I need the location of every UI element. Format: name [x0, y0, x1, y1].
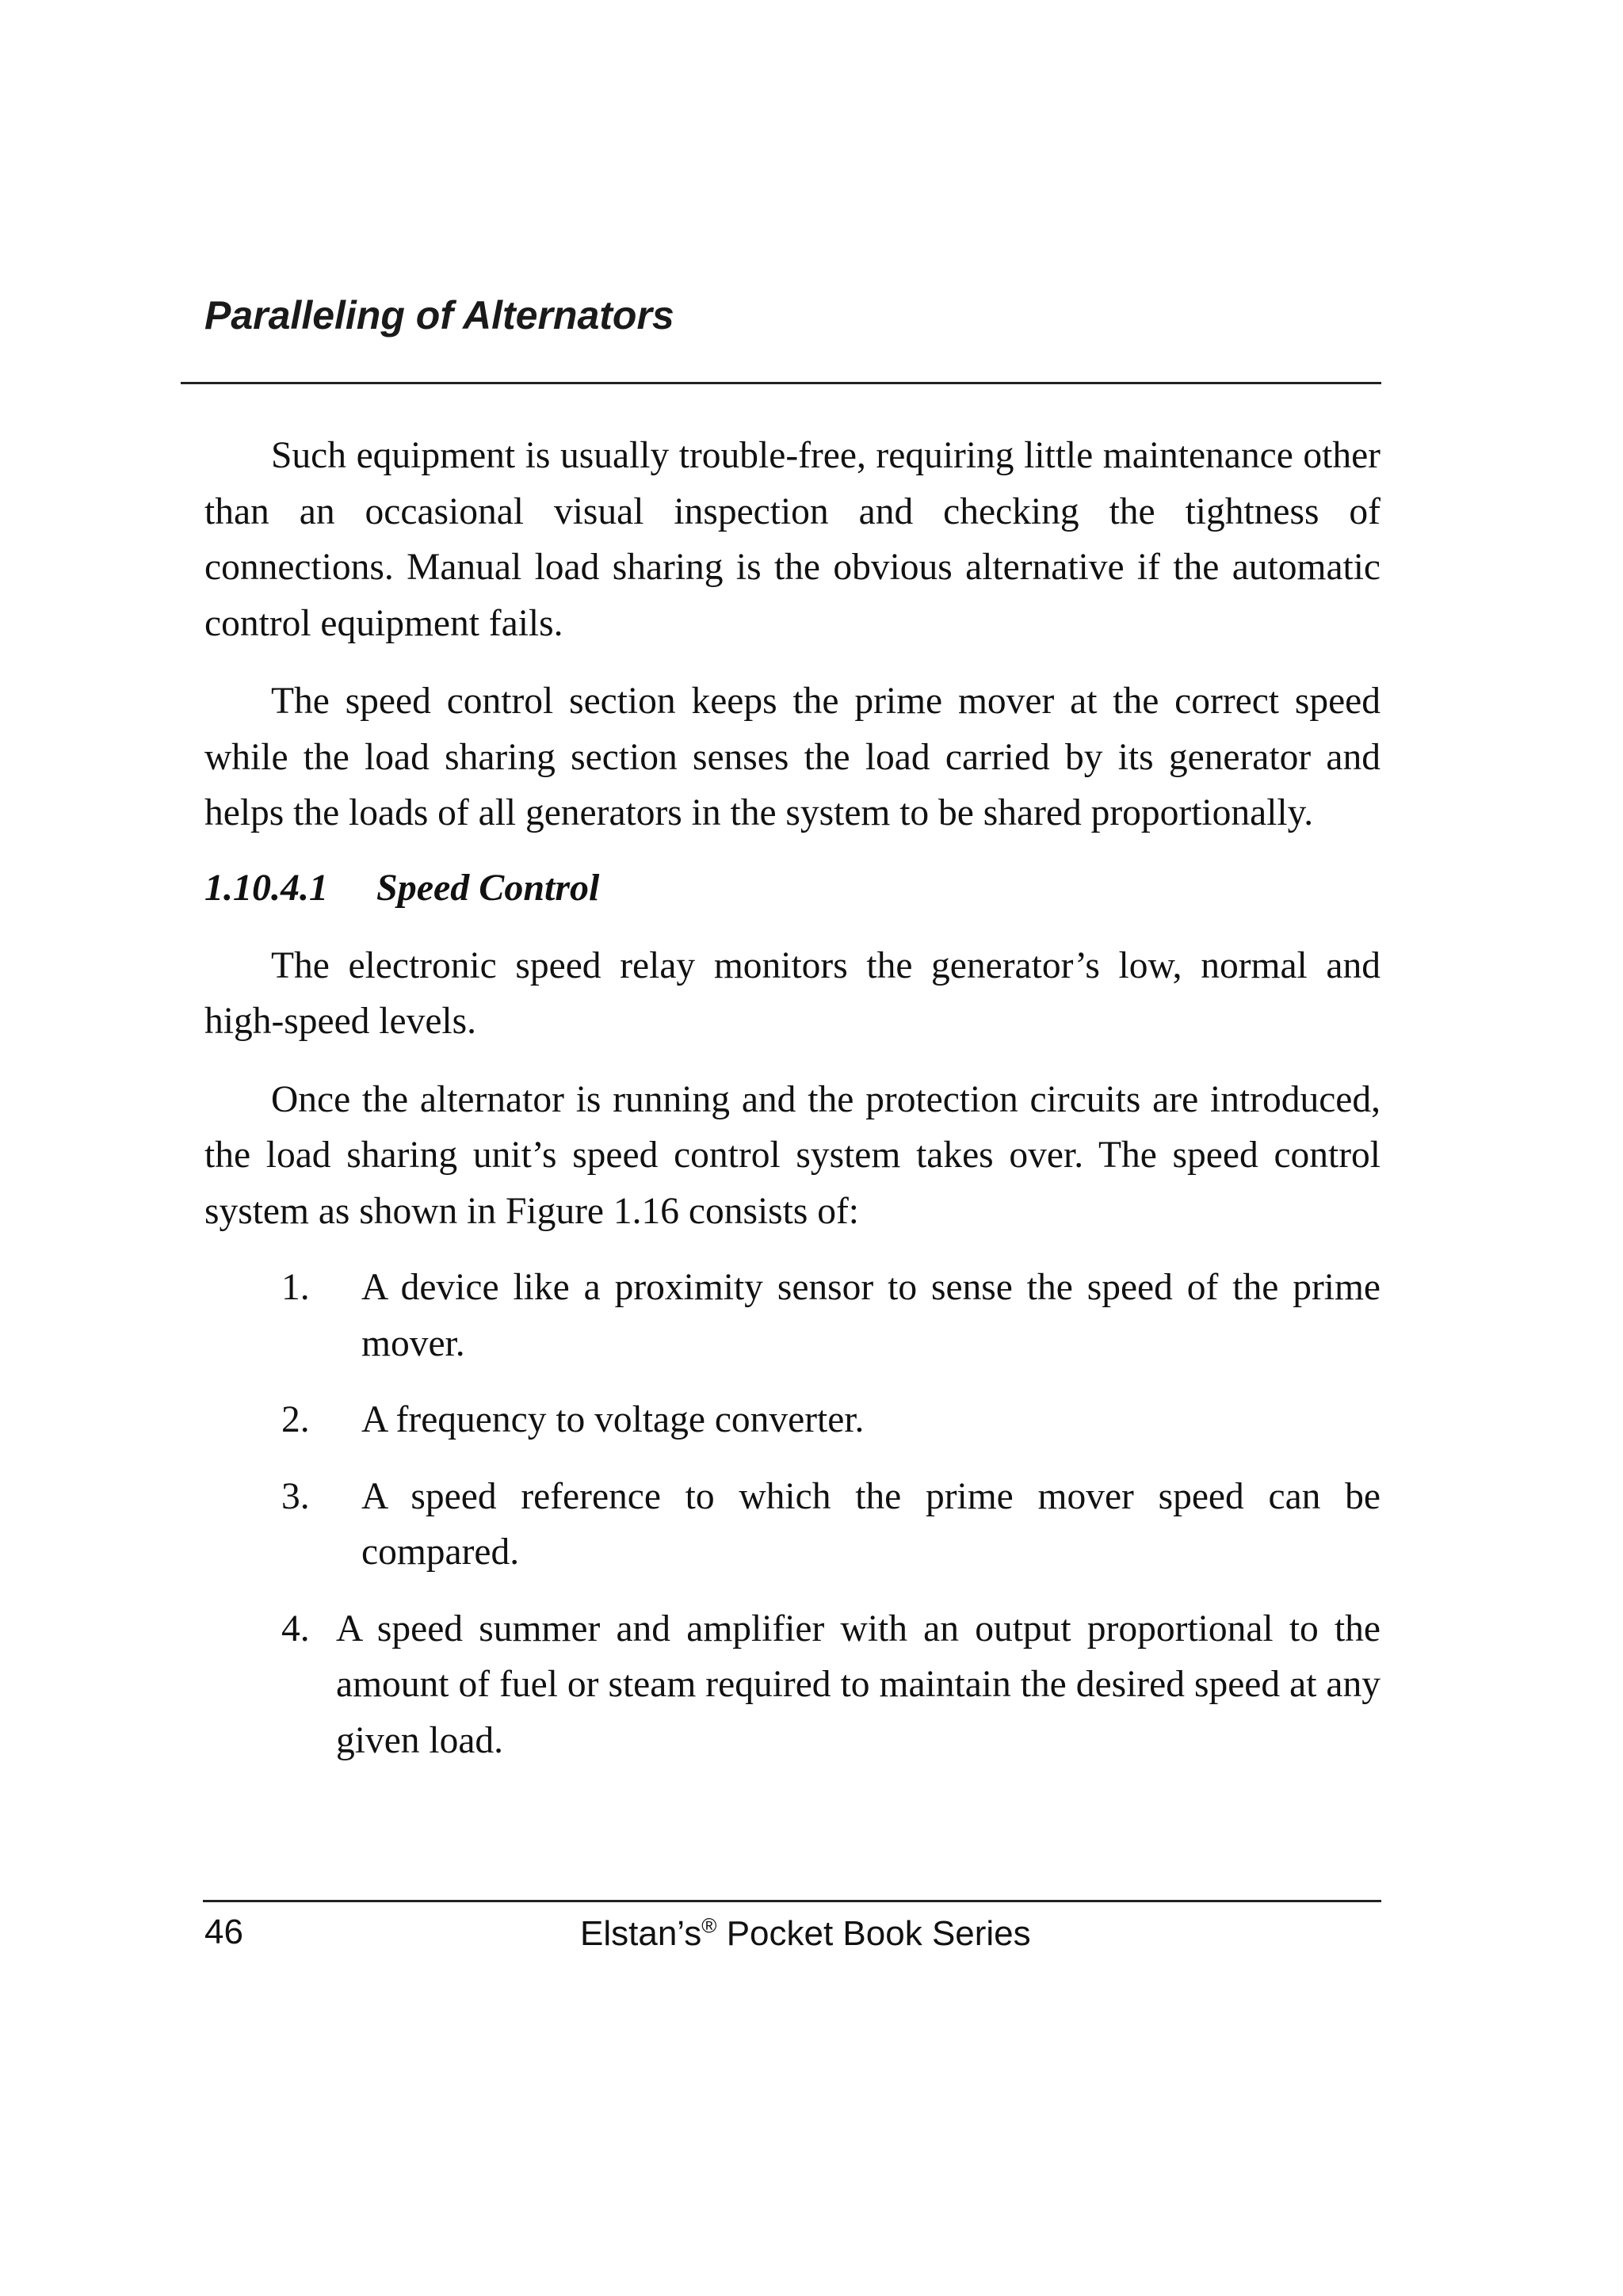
list-item-text: A frequency to voltage converter.	[361, 1399, 865, 1440]
list-item-text: A device like a proximity sensor to sense the speed of the prime mover.	[361, 1267, 1381, 1364]
series-name: Elstan’s	[580, 1914, 702, 1953]
footer-rule	[203, 1900, 1381, 1902]
registered-trademark-symbol: ®	[701, 1913, 717, 1938]
list-item	[204, 1601, 1381, 1769]
paragraph-speed-control-section: The speed control section keeps the prime mover at the correct speed while the load sharing section senses the load carried by its generator and helps the loads of all generators in the system to be shared proportionally.	[204, 681, 1381, 833]
paragraph-maintenance: Such equipment is usually trouble-free, requiring little maintenance other than an occasional visual inspection and checking the tightness of connections. Manual load sharing is the obvious alternative if the automatic control equipment fails.	[204, 435, 1381, 644]
list-item	[204, 1392, 1381, 1448]
body-text	[204, 428, 1381, 1768]
list-item	[204, 1260, 1381, 1371]
list-item-number: 2.	[281, 1399, 310, 1440]
paragraph-speed-control-system: Once the alternator is running and the protection circuits are introduced, the load sharing unit’s speed control system takes over. The speed control system as shown in Figure 1.16 consists of:	[204, 1078, 1381, 1232]
list-item-text: A speed summer and amplifier with an output proportional to the amount of fuel or steam required to maintain the desired speed at any given load.	[336, 1608, 1381, 1761]
footer-series-title	[580, 1913, 1031, 1955]
list-item-text: A speed reference to which the prime mover speed can be compared.	[361, 1475, 1381, 1573]
paragraph-speed-relay: The electronic speed relay monitors the generator’s low, normal and high-speed levels.	[204, 944, 1381, 1042]
page-number: 46	[204, 1913, 243, 1951]
series-suffix: Pocket Book Series	[726, 1914, 1031, 1953]
list-item	[204, 1469, 1381, 1581]
section-title: Speed Control	[376, 866, 600, 909]
list-item-number: 4.	[281, 1608, 310, 1650]
list-item-number: 3.	[281, 1475, 310, 1517]
running-header-title: Paralleling of Alternators	[204, 293, 674, 338]
speed-control-components-list	[204, 1260, 1381, 1768]
section-heading	[204, 860, 1381, 916]
list-item-number: 1.	[281, 1267, 310, 1308]
header-rule	[181, 382, 1381, 384]
section-number: 1.10.4.1	[204, 866, 328, 909]
